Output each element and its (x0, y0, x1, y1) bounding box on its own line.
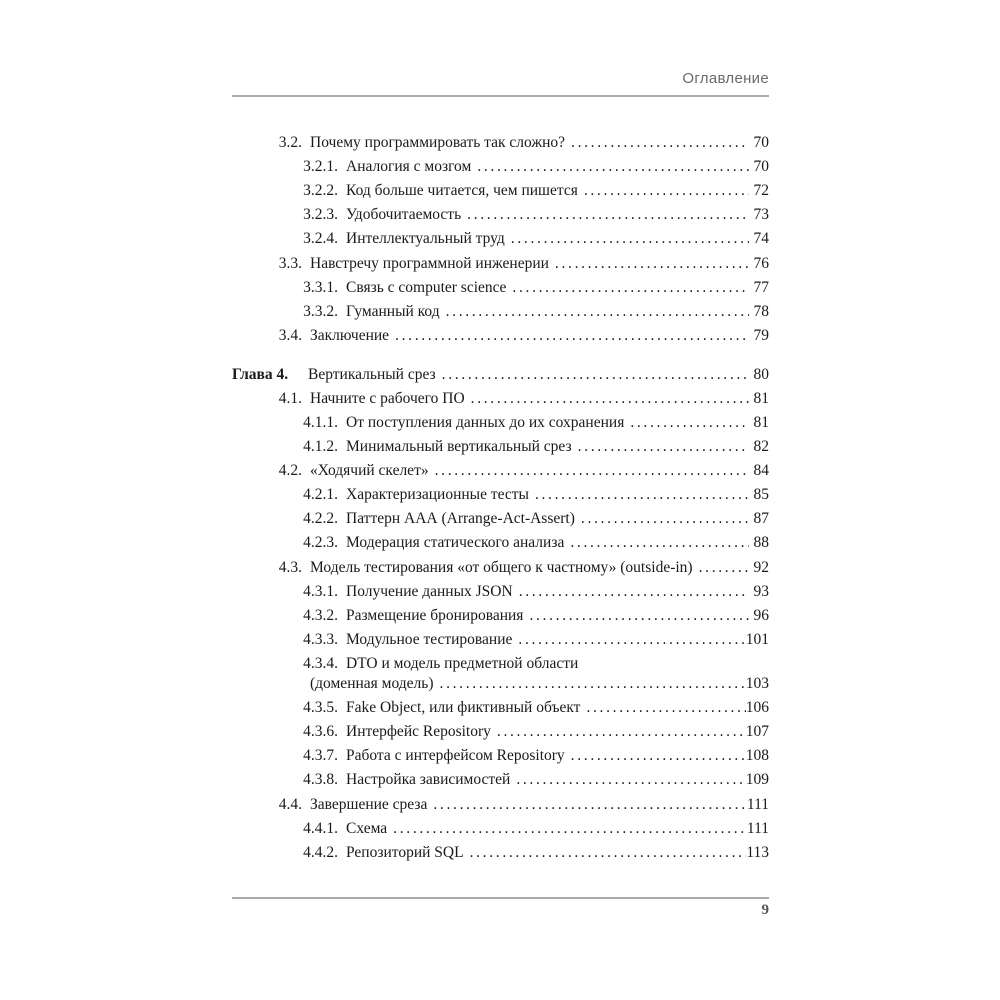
footer-rule (232, 897, 769, 899)
toc-entry-number: 3.3. (278, 255, 302, 272)
toc-entry (232, 277, 769, 299)
dot-leader (549, 253, 749, 275)
toc-entry-page: 81 (753, 414, 769, 431)
toc-entry-title: Настройка зависимостей (346, 771, 511, 788)
running-head: Оглавление (682, 70, 769, 87)
dot-leader (512, 629, 745, 651)
dot-leader (505, 228, 749, 250)
toc-entry-number: 3.2.1. (303, 158, 338, 175)
toc-entry-title: Получение данных JSON (346, 583, 513, 600)
toc-entry-page: 80 (753, 366, 769, 383)
dot-leader (506, 277, 749, 299)
toc-entry-title: DTO и модель предметной области (346, 655, 579, 672)
toc-entry-title: «Ходячий скелет» (310, 462, 429, 479)
toc-entry-title: Интеллектуальный труд (346, 230, 505, 247)
toc-entry-title: Паттерн ААА (Arrange-Act-Assert) (346, 510, 575, 527)
toc-entry-title: Минимальный вертикальный срез (346, 438, 572, 455)
toc-entry (232, 794, 769, 816)
toc-entry (232, 653, 769, 675)
toc-entry-page: 107 (745, 723, 769, 740)
toc-entry-number: 3.2. (278, 134, 302, 151)
toc-entry-page: 76 (753, 255, 769, 272)
toc-entry-number: 4.3.8. (303, 771, 338, 788)
toc-entry (232, 532, 769, 554)
dot-leader (491, 721, 746, 743)
toc-entry-number: 4.2.1. (303, 486, 338, 503)
toc-entry-number: 4.3.4. (303, 655, 338, 672)
toc-entry-title: Начните с рабочего ПО (310, 390, 465, 407)
dot-leader (436, 364, 749, 386)
toc-entry-page: 109 (745, 771, 769, 788)
toc-entry-number: 4.3.3. (303, 631, 338, 648)
dot-leader (440, 301, 749, 323)
toc-entry-title: Код больше читается, чем пишется (346, 182, 578, 199)
dot-leader (624, 412, 749, 434)
toc-entry-title: Характеризационные тесты (346, 486, 529, 503)
toc-entry-page: 113 (746, 844, 769, 861)
toc-entry-title: (доменная модель) (310, 675, 434, 692)
toc-entry-page: 111 (746, 796, 769, 813)
toc-entry (232, 605, 769, 627)
toc-entry-title: Интерфейс Repository (346, 723, 491, 740)
dot-leader (578, 180, 749, 202)
toc-entry-page: 103 (745, 675, 769, 692)
dot-leader (565, 745, 746, 767)
toc-entry-number: 4.3.6. (303, 723, 338, 740)
toc-entry-page: 77 (753, 279, 769, 296)
toc-entry-title: Репозиторий SQL (346, 844, 464, 861)
toc-entry-number: 4.3.2. (303, 607, 338, 624)
toc-entry-number: 4.3.1. (303, 583, 338, 600)
toc-entry-title: Навстречу программной инженерии (310, 255, 549, 272)
toc-entry (232, 745, 769, 767)
dot-leader (510, 769, 745, 791)
toc-entry-title: Схема (346, 820, 388, 837)
toc-entry (232, 228, 769, 250)
toc-entry-page: 70 (753, 158, 769, 175)
toc-entry (232, 301, 769, 323)
toc-entry-title: Заключение (310, 327, 390, 344)
toc-entry-title: Завершение среза (310, 796, 428, 813)
toc-entry-page: 111 (746, 820, 769, 837)
toc-entry-number: 4.1.1. (303, 414, 338, 431)
toc-entry (232, 180, 769, 202)
dot-leader (389, 325, 749, 347)
toc-entry (232, 673, 769, 695)
toc-entry (232, 460, 769, 482)
toc-entry-title: Гуманный код (346, 303, 440, 320)
toc-entry-page: 106 (745, 699, 769, 716)
dot-leader (429, 460, 749, 482)
toc-entry (232, 156, 769, 178)
toc-entry (232, 436, 769, 458)
toc-entry-title: Модерация статического анализа (346, 534, 565, 551)
toc-entry-number: 3.3.1. (303, 279, 338, 296)
toc-entry-page: 79 (753, 327, 769, 344)
toc-entry-number: 3.2.2. (303, 182, 338, 199)
toc-entry-page: 88 (753, 534, 769, 551)
toc-entry-page: 73 (753, 206, 769, 223)
toc-entry-number: 4.3.5. (303, 699, 338, 716)
toc-entry (232, 818, 769, 840)
toc-entry-title: Связь с computer science (346, 279, 507, 296)
toc-entry-number: 4.3. (278, 559, 302, 576)
toc-entry-page: 72 (753, 182, 769, 199)
toc-entry-number: 4.4.2. (303, 844, 338, 861)
toc-entry-number: Глава 4. (232, 366, 289, 383)
dot-leader (693, 557, 749, 579)
toc-entry (232, 388, 769, 410)
toc-entry-number: 4.2.2. (303, 510, 338, 527)
toc-entry (232, 253, 769, 275)
toc-entry-number: 4.4. (278, 796, 302, 813)
toc-entry-number: 3.2.3. (303, 206, 338, 223)
toc-entry (232, 557, 769, 579)
dot-leader (461, 204, 749, 226)
toc-entry-title: От поступления данных до их сохранения (346, 414, 625, 431)
toc-entry-number: 4.1.2. (303, 438, 338, 455)
toc-entry (232, 769, 769, 791)
toc-entry-page: 108 (745, 747, 769, 764)
table-of-contents (232, 0, 769, 1000)
toc-entry-page: 87 (753, 510, 769, 527)
toc-entry (232, 484, 769, 506)
toc-entry-title: Работа с интерфейсом Repository (346, 747, 565, 764)
toc-entry-number: 4.2. (278, 462, 302, 479)
toc-entry-page: 92 (753, 559, 769, 576)
toc-entry-page: 82 (753, 438, 769, 455)
toc-entry-title: Fake Object, или фиктивный объект (346, 699, 581, 716)
dot-leader (565, 132, 749, 154)
toc-entry-page: 101 (745, 631, 769, 648)
toc-entry-page: 74 (753, 230, 769, 247)
toc-entry (232, 842, 769, 864)
toc-entry (232, 204, 769, 226)
page-number: 9 (761, 902, 769, 918)
toc-entry-page: 78 (753, 303, 769, 320)
toc-entry-title: Модель тестирования «от общего к частному» (outside-in) (310, 559, 693, 576)
toc-entry-page: 96 (753, 607, 769, 624)
toc-entry (232, 508, 769, 530)
toc-entry-page: 93 (753, 583, 769, 600)
toc-entry-number: 3.3.2. (303, 303, 338, 320)
dot-leader (523, 605, 749, 627)
dot-leader (387, 818, 747, 840)
dot-leader (572, 436, 749, 458)
toc-entry-title: Аналогия с мозгом (346, 158, 472, 175)
toc-entry-page: 85 (753, 486, 769, 503)
toc-entry-number: 4.1. (278, 390, 302, 407)
toc-entry-title: Размещение бронирования (346, 607, 524, 624)
dot-leader (471, 156, 749, 178)
toc-entry-page: 84 (753, 462, 769, 479)
toc-entry (232, 581, 769, 603)
dot-leader (513, 581, 749, 603)
toc-entry-title: Модульное тестирование (346, 631, 513, 648)
toc-entry-title: Почему программировать так сложно? (310, 134, 566, 151)
toc-entry (232, 364, 769, 386)
dot-leader (529, 484, 749, 506)
toc-entry-page: 81 (753, 390, 769, 407)
toc-entry-number: 4.4.1. (303, 820, 338, 837)
toc-entry-number: 4.3.7. (303, 747, 338, 764)
toc-entry-page: 70 (753, 134, 769, 151)
dot-leader (427, 794, 747, 816)
dot-leader (465, 388, 749, 410)
dot-leader (575, 508, 749, 530)
toc-entry (232, 325, 769, 347)
toc-entry-number: 3.4. (278, 327, 302, 344)
toc-entry-title: Удобочитаемость (346, 206, 462, 223)
toc-entry (232, 412, 769, 434)
dot-leader (564, 532, 749, 554)
dot-leader (434, 673, 746, 695)
toc-entry-number: 3.2.4. (303, 230, 338, 247)
toc-entry (232, 697, 769, 719)
toc-entry (232, 629, 769, 651)
toc-entry-number: 4.2.3. (303, 534, 338, 551)
dot-leader (580, 697, 745, 719)
toc-entry (232, 132, 769, 154)
dot-leader (464, 842, 747, 864)
toc-entry (232, 721, 769, 743)
toc-entry-title: Вертикальный срез (308, 366, 436, 383)
